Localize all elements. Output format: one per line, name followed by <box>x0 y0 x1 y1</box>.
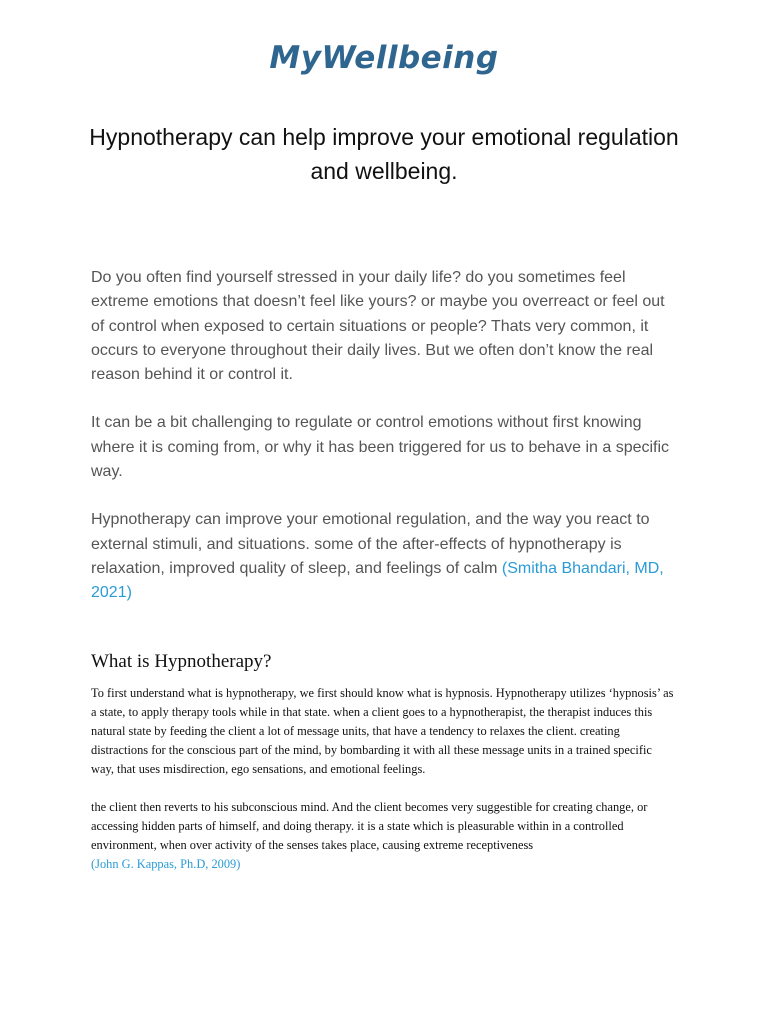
section-body <box>91 684 675 893</box>
intro-paragraph-3 <box>91 508 675 605</box>
intro-paragraph-2: It can be a bit challenging to regulate or control emotions without first knowing where it is coming from, or why it has been triggered for us to behave in a specific way. <box>91 414 670 481</box>
intro-paragraph-3-text: Hypnotherapy can improve your emotional regulation, and the way you react to external stimuli, and situations. some of the after-effects of hypnotherapy is relaxation, improved quality of sleep, and feelings of calm <box>91 511 650 577</box>
mywellbeing-logo: MyWellbeing <box>269 40 499 76</box>
intro-section <box>91 266 675 630</box>
citation-link-bhandari[interactable]: (Smitha Bhandari, MD, 2021) <box>91 559 664 602</box>
page-headline: Hypnotherapy can help improve your emotional regulation and wellbeing. <box>89 124 679 184</box>
section-paragraph-1: To first understand what is hypnotherapy, we first should know what is hypnosis. Hypnotherapy utilizes ‘hypnosis’ as a state, to apply therapy tools while in that state. when a client goes to a hypnotherapist, the therapist induces this natural state by feeding the client a lot of message units, that have a tendency to relaxes the client. creating distractions for the conscious part of the mind, by bombarding it with all these message units in a trained specific way, that uses misdirection, ego sensations, and emotional feelings. <box>91 686 674 776</box>
section-paragraph-2-text: the client then reverts to his subconscious mind. And the client becomes very suggestible for creating change, or accessing hidden parts of himself, and doing therapy. it is a state which is pleasurable within in a controlled environment, when over activity of the senses takes place, causing extreme receptiveness <box>91 800 648 852</box>
intro-paragraph-1: Do you often find yourself stressed in your daily life? do you sometimes feel extreme emotions that doesn’t feel like yours? or maybe you overreact or feel out of control when exposed to certain situations or people? Thats very common, it occurs to everyone throughout their daily lives. But we often don’t know the real reason behind it or control it. <box>91 269 665 384</box>
section-heading: What is Hypnotherapy? <box>91 651 272 672</box>
citation-link-kappas[interactable]: (John G. Kappas, Ph.D, 2009) <box>91 857 241 871</box>
section-paragraph-2 <box>91 798 675 874</box>
